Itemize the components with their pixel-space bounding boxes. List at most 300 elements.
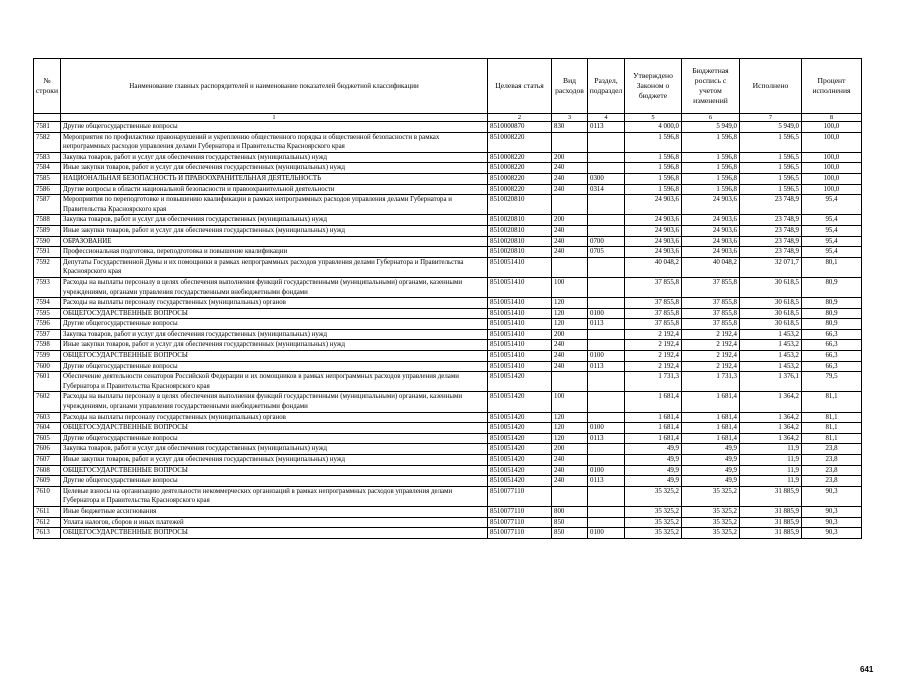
target-article-cell: 8510051420 xyxy=(488,372,552,392)
section-cell xyxy=(588,517,625,528)
budget-execution-table xyxy=(33,58,862,539)
row-number-cell: 7604 xyxy=(34,423,61,434)
approved-amount-cell: 40 048,2 xyxy=(625,257,682,277)
executed-amount-cell: 1 453,2 xyxy=(740,340,802,351)
planned-amount-cell: 2 192,4 xyxy=(682,329,740,340)
row-number-cell: 7583 xyxy=(34,152,61,163)
planned-amount-cell: 24 903,6 xyxy=(682,225,740,236)
percent-cell: 95,4 xyxy=(802,195,862,215)
planned-amount-cell: 37 855,8 xyxy=(682,277,740,297)
row-number-cell: 7589 xyxy=(34,225,61,236)
executed-amount-cell: 1 376,1 xyxy=(740,372,802,392)
row-number-cell: 7613 xyxy=(34,528,61,539)
row-name-cell: Закупка товаров, работ и услуг для обеспечения государственных (муниципальных) нужд xyxy=(61,329,488,340)
row-number-cell: 7590 xyxy=(34,236,61,247)
planned-amount-cell: 1 596,8 xyxy=(682,163,740,174)
approved-amount-cell: 24 903,6 xyxy=(625,236,682,247)
section-cell xyxy=(588,506,625,517)
executed-amount-cell: 32 071,7 xyxy=(740,257,802,277)
section-cell: 0100 xyxy=(588,423,625,434)
row-name-cell: Обеспечение деятельности сенаторов Российской Федерации и их помощников в рамках непрограммных расходов управления делами Губернатора и Правительства Красноярского края xyxy=(61,372,488,392)
percent-cell: 100,0 xyxy=(802,184,862,195)
expense-kind-cell: 100 xyxy=(552,277,588,297)
planned-amount-cell: 1 596,8 xyxy=(682,184,740,195)
executed-amount-cell: 30 618,5 xyxy=(740,308,802,319)
table-body xyxy=(34,122,862,539)
planned-amount-cell: 1 681,4 xyxy=(682,412,740,423)
table-row xyxy=(34,173,862,184)
planned-amount-cell: 24 903,6 xyxy=(682,236,740,247)
header-row-number: № строки xyxy=(34,59,61,114)
percent-cell: 80,9 xyxy=(802,277,862,297)
executed-amount-cell: 1 364,2 xyxy=(740,423,802,434)
row-number-cell: 7596 xyxy=(34,319,61,330)
row-number-cell: 7611 xyxy=(34,506,61,517)
section-cell: 0100 xyxy=(588,465,625,476)
target-article-cell: 8510051420 xyxy=(488,465,552,476)
header-section: Раздел, подраздел xyxy=(588,59,625,114)
expense-kind-cell: 240 xyxy=(552,455,588,466)
executed-amount-cell: 31 885,9 xyxy=(740,517,802,528)
planned-amount-cell: 1 596,8 xyxy=(682,152,740,163)
target-article-cell: 8510000870 xyxy=(488,122,552,133)
expense-kind-cell: 240 xyxy=(552,465,588,476)
executed-amount-cell: 30 618,5 xyxy=(740,319,802,330)
expense-kind-cell xyxy=(552,257,588,277)
section-cell xyxy=(588,372,625,392)
row-number-cell: 7608 xyxy=(34,465,61,476)
row-name-cell: Закупка товаров, работ и услуг для обеспечения государственных (муниципальных) нужд xyxy=(61,215,488,226)
row-number-cell: 7592 xyxy=(34,257,61,277)
table-row xyxy=(34,361,862,372)
section-cell: 0100 xyxy=(588,528,625,539)
planned-amount-cell: 37 855,8 xyxy=(682,319,740,330)
approved-amount-cell: 37 855,8 xyxy=(625,319,682,330)
section-cell xyxy=(588,257,625,277)
executed-amount-cell: 1 596,5 xyxy=(740,152,802,163)
percent-cell: 80,9 xyxy=(802,308,862,319)
table-row xyxy=(34,236,862,247)
percent-cell: 66,3 xyxy=(802,361,862,372)
expense-kind-cell: 200 xyxy=(552,329,588,340)
executed-amount-cell: 1 596,5 xyxy=(740,184,802,195)
row-name-cell: Мероприятия по профилактике правонарушений и укреплению общественного порядка и общественной безопасности в рамках непрограммных расходов управления делами Губернатора и Правительства Красноярского края xyxy=(61,132,488,152)
percent-cell: 100,0 xyxy=(802,173,862,184)
target-article-cell: 8510051410 xyxy=(488,351,552,362)
percent-cell: 95,4 xyxy=(802,215,862,226)
approved-amount-cell: 37 855,8 xyxy=(625,277,682,297)
executed-amount-cell: 31 885,9 xyxy=(740,528,802,539)
row-number-cell: 7597 xyxy=(34,329,61,340)
row-number-cell: 7582 xyxy=(34,132,61,152)
expense-kind-cell: 850 xyxy=(552,517,588,528)
row-name-cell: Иные закупки товаров, работ и услуг для обеспечения государственных (муниципальных) нужд xyxy=(61,225,488,236)
table-row xyxy=(34,329,862,340)
percent-cell: 66,3 xyxy=(802,351,862,362)
row-number-cell: 7603 xyxy=(34,412,61,423)
approved-amount-cell: 35 325,2 xyxy=(625,528,682,539)
executed-amount-cell: 31 885,9 xyxy=(740,486,802,506)
section-cell xyxy=(588,215,625,226)
target-article-cell: 8510051420 xyxy=(488,412,552,423)
section-cell: 0314 xyxy=(588,184,625,195)
expense-kind-cell: 240 xyxy=(552,236,588,247)
target-article-cell: 8510051410 xyxy=(488,340,552,351)
planned-amount-cell: 1 681,4 xyxy=(682,392,740,412)
percent-cell: 90,3 xyxy=(802,486,862,506)
table-row xyxy=(34,372,862,392)
planned-amount-cell: 37 855,8 xyxy=(682,308,740,319)
planned-amount-cell: 1 596,8 xyxy=(682,173,740,184)
target-article-cell: 8510051420 xyxy=(488,455,552,466)
planned-amount-cell: 35 325,2 xyxy=(682,506,740,517)
section-cell xyxy=(588,195,625,215)
planned-amount-cell: 2 192,4 xyxy=(682,361,740,372)
expense-kind-cell: 200 xyxy=(552,152,588,163)
planned-amount-cell: 37 855,8 xyxy=(682,298,740,309)
approved-amount-cell: 1 681,4 xyxy=(625,392,682,412)
percent-cell: 66,3 xyxy=(802,340,862,351)
target-article-cell: 8510051420 xyxy=(488,423,552,434)
percent-cell: 23,8 xyxy=(802,476,862,487)
table-row xyxy=(34,423,862,434)
executed-amount-cell: 1 453,2 xyxy=(740,361,802,372)
executed-amount-cell: 23 748,9 xyxy=(740,247,802,258)
row-name-cell: Мероприятия по переподготовке и повышению квалификации в рамках непрограммных расходов управления делами Губернатора и Правительства Красноярского края xyxy=(61,195,488,215)
table-row xyxy=(34,298,862,309)
approved-amount-cell: 49,9 xyxy=(625,476,682,487)
percent-cell: 79,5 xyxy=(802,372,862,392)
percent-cell: 100,0 xyxy=(802,122,862,133)
expense-kind-cell: 240 xyxy=(552,173,588,184)
header-target-article: Целевая статья xyxy=(488,59,552,114)
target-article-cell: 8510077110 xyxy=(488,506,552,517)
row-name-cell: Депутаты Государственной Думы и их помощники в рамках непрограммных расходов управления делами Губернатора и Правительства Красноярского края xyxy=(61,257,488,277)
target-article-cell: 8510020810 xyxy=(488,215,552,226)
planned-amount-cell: 2 192,4 xyxy=(682,340,740,351)
planned-amount-cell: 24 903,6 xyxy=(682,247,740,258)
table-row xyxy=(34,257,862,277)
percent-cell: 95,4 xyxy=(802,225,862,236)
row-name-cell: Целевые взносы на организацию деятельности некоммерческих организаций в рамках непрограммных расходов управления делами Губернатора и Правительства Красноярского края xyxy=(61,486,488,506)
row-name-cell: НАЦИОНАЛЬНАЯ БЕЗОПАСНОСТЬ И ПРАВООХРАНИТЕЛЬНАЯ ДЕЯТЕЛЬНОСТЬ xyxy=(61,173,488,184)
approved-amount-cell: 1 681,4 xyxy=(625,433,682,444)
executed-amount-cell: 23 748,9 xyxy=(740,236,802,247)
table-row xyxy=(34,215,862,226)
row-number-cell: 7612 xyxy=(34,517,61,528)
section-cell: 0300 xyxy=(588,173,625,184)
target-article-cell: 8510020810 xyxy=(488,225,552,236)
row-number-cell: 7591 xyxy=(34,247,61,258)
section-cell xyxy=(588,340,625,351)
column-number: 5 xyxy=(625,114,682,122)
planned-amount-cell: 24 903,6 xyxy=(682,215,740,226)
section-cell xyxy=(588,486,625,506)
approved-amount-cell: 1 596,8 xyxy=(625,132,682,152)
percent-cell: 80,1 xyxy=(802,257,862,277)
section-cell: 0700 xyxy=(588,236,625,247)
target-article-cell: 8510020810 xyxy=(488,195,552,215)
expense-kind-cell: 120 xyxy=(552,433,588,444)
table-row xyxy=(34,308,862,319)
table-row xyxy=(34,444,862,455)
executed-amount-cell: 23 748,9 xyxy=(740,225,802,236)
executed-amount-cell: 31 885,9 xyxy=(740,506,802,517)
section-cell xyxy=(588,277,625,297)
table-row xyxy=(34,412,862,423)
table-row xyxy=(34,163,862,174)
row-name-cell: ОБЩЕГОСУДАРСТВЕННЫЕ ВОПРОСЫ xyxy=(61,465,488,476)
header-name: Наименование главных распорядителей и наименование показателей бюджетной классификации xyxy=(61,59,488,114)
table-row xyxy=(34,486,862,506)
approved-amount-cell: 2 192,4 xyxy=(625,329,682,340)
section-cell xyxy=(588,444,625,455)
percent-cell: 81,1 xyxy=(802,392,862,412)
target-article-cell: 8510008220 xyxy=(488,163,552,174)
row-number-cell: 7594 xyxy=(34,298,61,309)
section-cell xyxy=(588,455,625,466)
expense-kind-cell: 240 xyxy=(552,351,588,362)
approved-amount-cell: 2 192,4 xyxy=(625,351,682,362)
executed-amount-cell: 1 364,2 xyxy=(740,433,802,444)
table-row xyxy=(34,351,862,362)
row-number-cell: 7587 xyxy=(34,195,61,215)
planned-amount-cell: 49,9 xyxy=(682,455,740,466)
executed-amount-cell: 30 618,5 xyxy=(740,277,802,297)
expense-kind-cell xyxy=(552,132,588,152)
row-name-cell: Иные бюджетные ассигнования xyxy=(61,506,488,517)
row-number-cell: 7610 xyxy=(34,486,61,506)
column-number: 4 xyxy=(588,114,625,122)
row-number-cell: 7581 xyxy=(34,122,61,133)
row-number-cell: 7585 xyxy=(34,173,61,184)
column-number: 2 xyxy=(488,114,552,122)
expense-kind-cell: 850 xyxy=(552,528,588,539)
target-article-cell: 8510051420 xyxy=(488,476,552,487)
row-number-cell: 7598 xyxy=(34,340,61,351)
row-name-cell: ОБЩЕГОСУДАРСТВЕННЫЕ ВОПРОСЫ xyxy=(61,308,488,319)
table-header-row xyxy=(34,59,862,114)
approved-amount-cell: 24 903,6 xyxy=(625,247,682,258)
column-number xyxy=(34,114,61,122)
target-article-cell: 8510077110 xyxy=(488,528,552,539)
section-cell xyxy=(588,298,625,309)
section-cell: 0100 xyxy=(588,351,625,362)
row-number-cell: 7600 xyxy=(34,361,61,372)
percent-cell: 23,8 xyxy=(802,465,862,476)
target-article-cell: 8510051410 xyxy=(488,277,552,297)
target-article-cell: 8510051410 xyxy=(488,257,552,277)
executed-amount-cell: 11,9 xyxy=(740,465,802,476)
target-article-cell: 8510051410 xyxy=(488,329,552,340)
percent-cell: 80,9 xyxy=(802,298,862,309)
expense-kind-cell: 120 xyxy=(552,412,588,423)
percent-cell: 90,3 xyxy=(802,506,862,517)
row-name-cell: Закупка товаров, работ и услуг для обеспечения государственных (муниципальных) нужд xyxy=(61,152,488,163)
expense-kind-cell: 120 xyxy=(552,319,588,330)
percent-cell: 100,0 xyxy=(802,152,862,163)
approved-amount-cell: 49,9 xyxy=(625,455,682,466)
header-percent: Процент исполнения xyxy=(802,59,862,114)
row-number-cell: 7593 xyxy=(34,277,61,297)
section-cell xyxy=(588,392,625,412)
row-number-cell: 7595 xyxy=(34,308,61,319)
percent-cell: 80,9 xyxy=(802,319,862,330)
expense-kind-cell xyxy=(552,195,588,215)
section-cell xyxy=(588,152,625,163)
column-number-row xyxy=(34,114,862,122)
executed-amount-cell: 11,9 xyxy=(740,444,802,455)
table-row xyxy=(34,122,862,133)
section-cell: 0113 xyxy=(588,319,625,330)
row-number-cell: 7607 xyxy=(34,455,61,466)
row-number-cell: 7601 xyxy=(34,372,61,392)
approved-amount-cell: 35 325,2 xyxy=(625,486,682,506)
expense-kind-cell: 240 xyxy=(552,225,588,236)
target-article-cell: 8510051410 xyxy=(488,298,552,309)
row-name-cell: ОБЩЕГОСУДАРСТВЕННЫЕ ВОПРОСЫ xyxy=(61,423,488,434)
expense-kind-cell xyxy=(552,486,588,506)
percent-cell: 81,1 xyxy=(802,423,862,434)
header-approved: Утверждено Законом о бюджете xyxy=(625,59,682,114)
executed-amount-cell: 1 453,2 xyxy=(740,329,802,340)
table-row xyxy=(34,247,862,258)
approved-amount-cell: 49,9 xyxy=(625,444,682,455)
expense-kind-cell: 100 xyxy=(552,392,588,412)
percent-cell: 81,1 xyxy=(802,433,862,444)
table-row xyxy=(34,340,862,351)
column-number: 7 xyxy=(740,114,802,122)
approved-amount-cell: 24 903,6 xyxy=(625,225,682,236)
table-row xyxy=(34,455,862,466)
row-name-cell: Расходы на выплаты персоналу в целях обеспечения выполнения функций государственными (муниципальными) органами, казенными учреждениями, органами управления государственными внебюджетными фондами xyxy=(61,277,488,297)
section-cell: 0113 xyxy=(588,361,625,372)
table-row xyxy=(34,277,862,297)
table-row xyxy=(34,476,862,487)
table-row xyxy=(34,319,862,330)
target-article-cell: 8510008220 xyxy=(488,132,552,152)
expense-kind-cell: 240 xyxy=(552,184,588,195)
target-article-cell: 8510051410 xyxy=(488,308,552,319)
column-number: 3 xyxy=(552,114,588,122)
row-number-cell: 7606 xyxy=(34,444,61,455)
column-number: 1 xyxy=(61,114,488,122)
planned-amount-cell: 2 192,4 xyxy=(682,351,740,362)
percent-cell: 100,0 xyxy=(802,132,862,152)
target-article-cell: 8510008220 xyxy=(488,184,552,195)
row-name-cell: Иные закупки товаров, работ и услуг для обеспечения государственных (муниципальных) нужд xyxy=(61,455,488,466)
approved-amount-cell: 1 596,8 xyxy=(625,163,682,174)
table-row xyxy=(34,517,862,528)
budget-report-sheet xyxy=(33,58,874,674)
target-article-cell: 8510051410 xyxy=(488,361,552,372)
planned-amount-cell: 5 949,0 xyxy=(682,122,740,133)
planned-amount-cell: 35 325,2 xyxy=(682,486,740,506)
expense-kind-cell: 240 xyxy=(552,340,588,351)
row-number-cell: 7602 xyxy=(34,392,61,412)
executed-amount-cell: 11,9 xyxy=(740,476,802,487)
approved-amount-cell: 2 192,4 xyxy=(625,361,682,372)
planned-amount-cell: 1 681,4 xyxy=(682,423,740,434)
percent-cell: 66,3 xyxy=(802,329,862,340)
row-name-cell: Другие общегосударственные вопросы xyxy=(61,122,488,133)
percent-cell: 90,3 xyxy=(802,517,862,528)
percent-cell: 90,3 xyxy=(802,528,862,539)
header-executed: Исполнено xyxy=(740,59,802,114)
target-article-cell: 8510020810 xyxy=(488,247,552,258)
section-cell xyxy=(588,412,625,423)
target-article-cell: 8510020810 xyxy=(488,236,552,247)
target-article-cell: 8510051420 xyxy=(488,444,552,455)
expense-kind-cell: 120 xyxy=(552,298,588,309)
row-number-cell: 7584 xyxy=(34,163,61,174)
page-number: 641 xyxy=(860,665,874,674)
section-cell xyxy=(588,163,625,174)
row-name-cell: Расходы на выплаты персоналу в целях обеспечения выполнения функций государственными (муниципальными) органами, казенными учреждениями, органами управления государственными внебюджетными фондами xyxy=(61,392,488,412)
row-name-cell: Расходы на выплаты персоналу государственных (муниципальных) органов xyxy=(61,298,488,309)
percent-cell: 95,4 xyxy=(802,236,862,247)
executed-amount-cell: 1 596,5 xyxy=(740,163,802,174)
section-cell: 0113 xyxy=(588,433,625,444)
planned-amount-cell: 35 325,2 xyxy=(682,528,740,539)
planned-amount-cell: 1 681,4 xyxy=(682,433,740,444)
row-number-cell: 7586 xyxy=(34,184,61,195)
row-name-cell: Закупка товаров, работ и услуг для обеспечения государственных (муниципальных) нужд xyxy=(61,444,488,455)
section-cell: 0100 xyxy=(588,308,625,319)
section-cell: 0705 xyxy=(588,247,625,258)
expense-kind-cell: 200 xyxy=(552,215,588,226)
approved-amount-cell: 24 903,6 xyxy=(625,195,682,215)
approved-amount-cell: 49,9 xyxy=(625,465,682,476)
section-cell xyxy=(588,225,625,236)
approved-amount-cell: 4 000,0 xyxy=(625,122,682,133)
row-name-cell: Расходы на выплаты персоналу государственных (муниципальных) органов xyxy=(61,412,488,423)
row-name-cell: Другие вопросы в области национальной безопасности и правоохранительной деятельности xyxy=(61,184,488,195)
table-row xyxy=(34,433,862,444)
row-name-cell: ОБЩЕГОСУДАРСТВЕННЫЕ ВОПРОСЫ xyxy=(61,528,488,539)
approved-amount-cell: 35 325,2 xyxy=(625,517,682,528)
approved-amount-cell: 1 681,4 xyxy=(625,412,682,423)
row-name-cell: Другие общегосударственные вопросы xyxy=(61,319,488,330)
table-row xyxy=(34,184,862,195)
row-name-cell: Иные закупки товаров, работ и услуг для обеспечения государственных (муниципальных) нужд xyxy=(61,340,488,351)
expense-kind-cell: 240 xyxy=(552,361,588,372)
planned-amount-cell: 49,9 xyxy=(682,476,740,487)
row-number-cell: 7609 xyxy=(34,476,61,487)
header-expense-kind: Вид расходов xyxy=(552,59,588,114)
approved-amount-cell: 1 596,8 xyxy=(625,173,682,184)
expense-kind-cell: 200 xyxy=(552,444,588,455)
row-name-cell: ОБЩЕГОСУДАРСТВЕННЫЕ ВОПРОСЫ xyxy=(61,351,488,362)
percent-cell: 23,8 xyxy=(802,455,862,466)
row-number-cell: 7588 xyxy=(34,215,61,226)
expense-kind-cell: 800 xyxy=(552,506,588,517)
executed-amount-cell: 1 364,2 xyxy=(740,392,802,412)
table-row xyxy=(34,465,862,476)
target-article-cell: 8510077110 xyxy=(488,517,552,528)
percent-cell: 81,1 xyxy=(802,412,862,423)
table-row xyxy=(34,506,862,517)
planned-amount-cell: 40 048,2 xyxy=(682,257,740,277)
table-row xyxy=(34,392,862,412)
planned-amount-cell: 35 325,2 xyxy=(682,517,740,528)
executed-amount-cell: 23 748,9 xyxy=(740,215,802,226)
row-name-cell: Уплата налогов, сборов и иных платежей xyxy=(61,517,488,528)
executed-amount-cell: 11,9 xyxy=(740,455,802,466)
header-planned: Бюджетная роспись с учетом изменений xyxy=(682,59,740,114)
percent-cell: 100,0 xyxy=(802,163,862,174)
section-cell xyxy=(588,132,625,152)
